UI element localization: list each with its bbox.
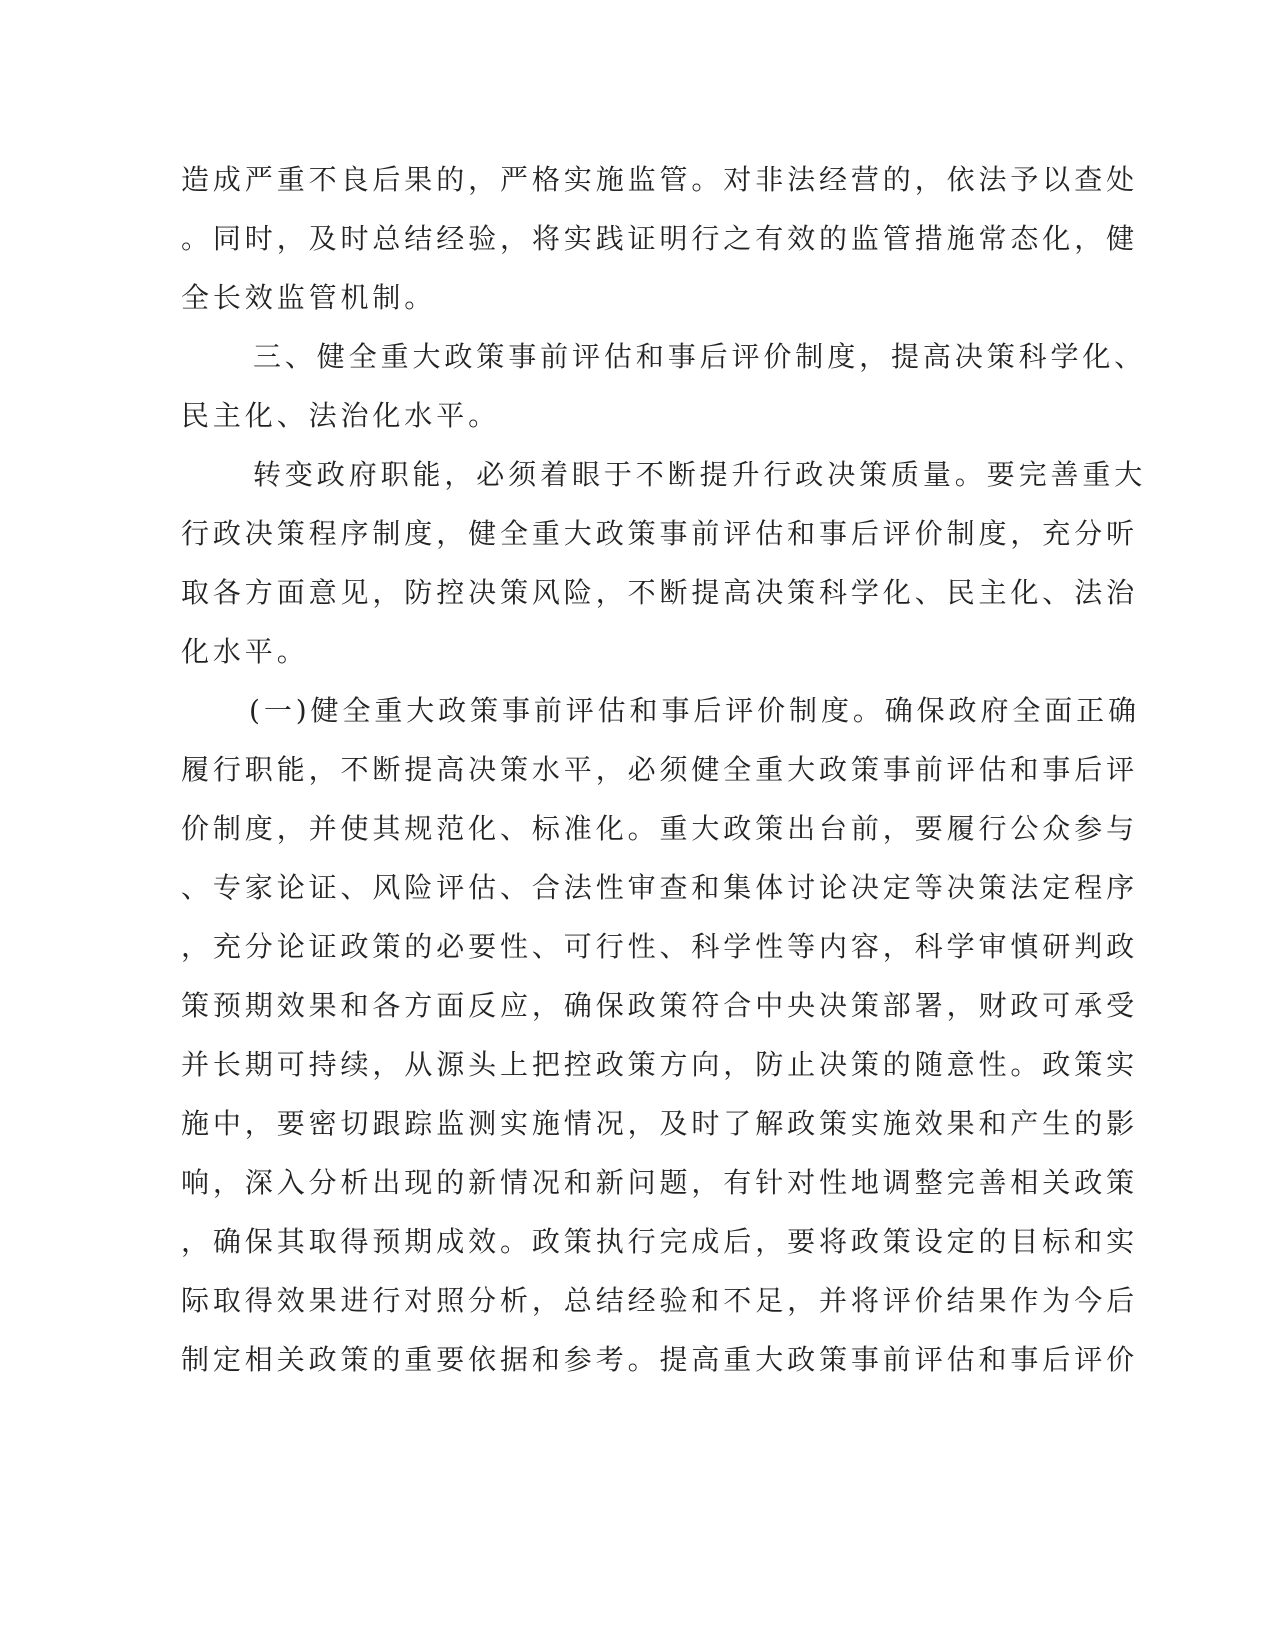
text-line: ，充分论证政策的必要性、可行性、科学性等内容，科学审慎研判政 — [181, 930, 1139, 963]
text-line: 并长期可持续，从源头上把控政策方向，防止决策的随意性。政策实 — [181, 1048, 1139, 1081]
text-line: 取各方面意见，防控决策风险，不断提高决策科学化、民主化、法治 — [181, 576, 1139, 609]
text-line: 制定相关政策的重要依据和参考。提高重大政策事前评估和事后评价 — [181, 1343, 1139, 1376]
text-line: 策预期效果和各方面反应，确保政策符合中央决策部署，财政可承受 — [181, 989, 1139, 1022]
text-line: 。同时，及时总结经验，将实践证明行之有效的监管措施常态化，健 — [181, 222, 1139, 255]
text-line: 价制度，并使其规范化、标准化。重大政策出台前，要履行公众参与 — [181, 812, 1139, 845]
text-line: ，确保其取得预期成效。政策执行完成后，要将政策设定的目标和实 — [181, 1225, 1139, 1258]
text-line: 施中，要密切跟踪监测实施情况，及时了解政策实施效果和产生的影 — [181, 1107, 1139, 1140]
section-heading: 三、健全重大政策事前评估和事后评价制度，提高决策科学化、 — [253, 340, 1147, 373]
subsection-heading: (一)健全重大政策事前评估和事后评价制度。确保政府全面正确 — [249, 694, 1140, 727]
text-line: 、专家论证、风险评估、合法性审查和集体讨论决定等决策法定程序 — [181, 871, 1139, 904]
text-line: 化水平。 — [181, 635, 309, 668]
text-line: 际取得效果进行对照分析，总结经验和不足，并将评价结果作为今后 — [181, 1284, 1139, 1317]
text-line: 履行职能，不断提高决策水平，必须健全重大政策事前评估和事后评 — [181, 753, 1139, 786]
text-line: 转变政府职能，必须着眼于不断提升行政决策质量。要完善重大 — [253, 458, 1147, 491]
section-heading: 民主化、法治化水平。 — [181, 399, 501, 432]
text-line: 造成严重不良后果的，严格实施监管。对非法经营的，依法予以查处 — [181, 163, 1139, 196]
text-line: 全长效监管机制。 — [181, 281, 437, 314]
text-line: 行政决策程序制度，健全重大政策事前评估和事后评价制度，充分听 — [181, 517, 1139, 550]
text-line: 响，深入分析出现的新情况和新问题，有针对性地调整完善相关政策 — [181, 1166, 1139, 1199]
